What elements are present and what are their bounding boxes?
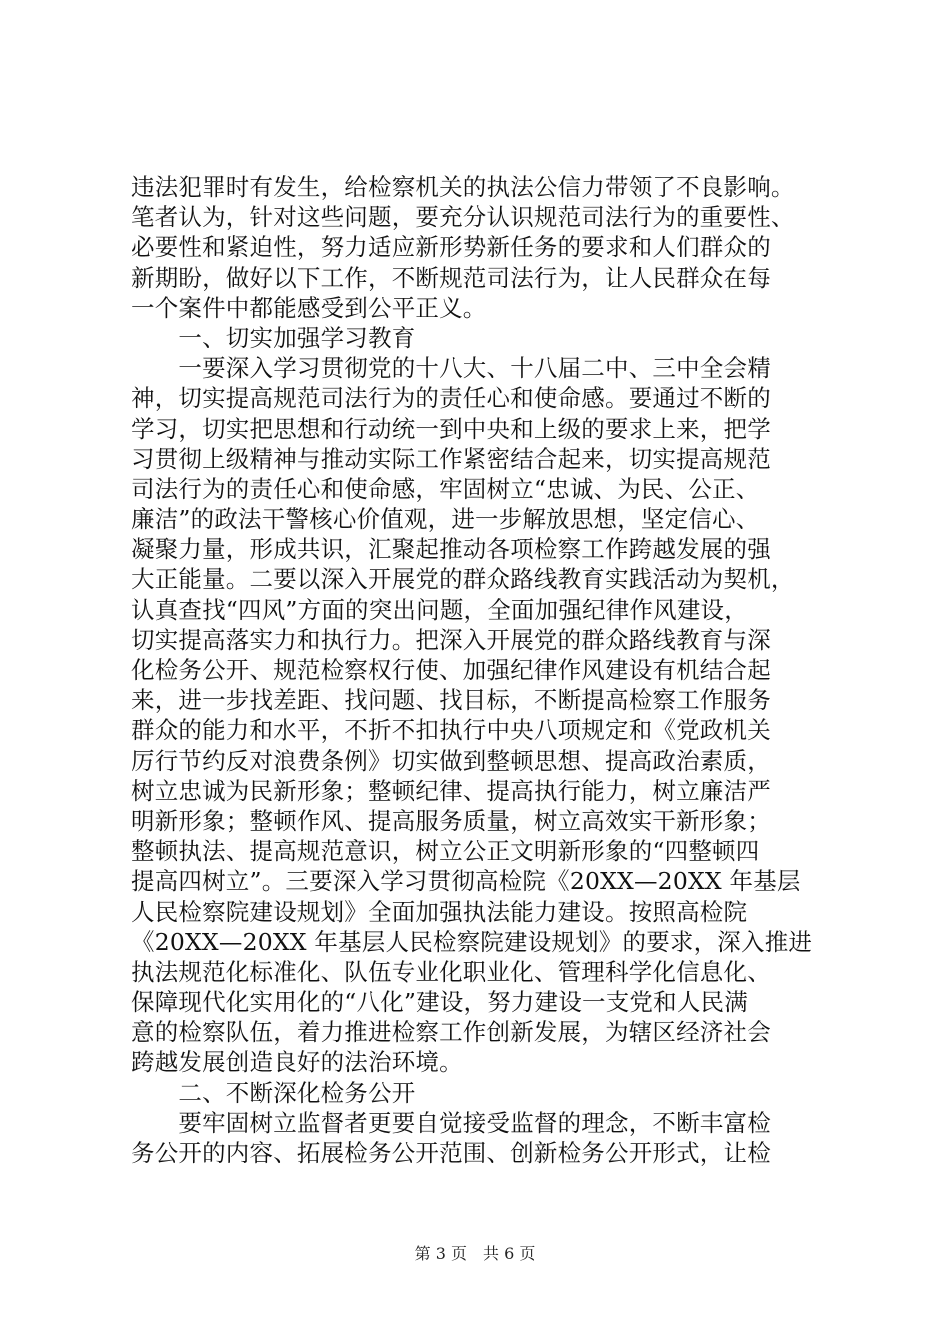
text-line: 化检务公开、规范检察权行使、加强纪律作风建设有机结合起 <box>131 656 771 684</box>
text-line: 违法犯罪时有发生，给检察机关的执法公信力带领了不良影响。 <box>131 173 795 201</box>
text-line: 笔者认为，针对这些问题，要充分认识规范司法行为的重要性、 <box>131 203 795 232</box>
text-line: 廉洁”的政法干警核心价值观，进一步解放思想，坚定信心、 <box>131 505 760 534</box>
text-line: 神，切实提高规范司法行为的责任心和使命感。要通过不断的 <box>131 384 771 413</box>
text-line: 凝聚力量，形成共识，汇聚起推动各项检察工作跨越发展的强 <box>131 535 771 564</box>
text-line: 切实提高落实力和执行力。把深入开展党的群众路线教育与深 <box>131 625 771 654</box>
text-line: 习贯彻上级精神与推动实际工作紧密结合起来，切实提高规范 <box>131 444 771 473</box>
text-line: 务公开的内容、拓展检务公开范围、创新检务公开形式，让检 <box>131 1139 771 1167</box>
text-line: 整顿执法、提高规范意识，树立公正文明新形象的“四整顿四 <box>131 837 760 866</box>
text-line: 新期盼，做好以下工作，不断规范司法行为，让人民群众在每 <box>131 263 771 292</box>
text-line: 司法行为的责任心和使命感，牢固树立“忠诚、为民、公正、 <box>131 474 760 503</box>
text-line: 意的检察队伍，着力推进检察工作创新发展，为辖区经济社会 <box>131 1018 771 1047</box>
text-line: 来，进一步找差距、找问题、找目标，不断提高检察工作服务 <box>131 686 771 715</box>
text-line: 二、不断深化检务公开 <box>131 1078 416 1107</box>
text-line: 群众的能力和水平，不折不扣执行中央八项规定和《党政机关 <box>131 716 771 745</box>
text-line: 学习，切实把思想和行动统一到中央和上级的要求上来，把学 <box>131 414 771 443</box>
text-line: 要牢固树立监督者更要自觉接受监督的理念，不断丰富检 <box>131 1108 771 1137</box>
text-line: 大正能量。二要以深入开展党的群众路线教育实践活动为契机， <box>131 565 795 594</box>
page-footer: 第 3 页 共 6 页 <box>414 1244 536 1263</box>
text-line: 保障现代化实用化的“八化”建设，努力建设一支党和人民满 <box>131 988 748 1017</box>
text-line: 执法规范化标准化、队伍专业化职业化、管理科学化信息化、 <box>131 957 771 986</box>
text-line: 《20XX—20XX 年基层人民检察院建设规划》的要求，深入推进 <box>131 927 813 956</box>
text-line: 明新形象；整顿作风、提高服务质量，树立高效实干新形象； <box>131 806 771 835</box>
text-line: 跨越发展创造良好的法治环境。 <box>131 1048 463 1077</box>
text-line: 人民检察院建设规划》全面加强执法能力建设。按照高检院 <box>131 897 748 926</box>
text-line: 认真查找“四风”方面的突出问题，全面加强纪律作风建设， <box>131 595 748 624</box>
text-line: 必要性和紧迫性，努力适应新形势新任务的要求和人们群众的 <box>131 233 771 262</box>
text-line: 一、切实加强学习教育 <box>131 323 416 352</box>
text-line: 一要深入学习贯彻党的十八大、十八届二中、三中全会精 <box>131 354 771 383</box>
text-line: 一个案件中都能感受到公平正义。 <box>131 293 487 322</box>
text-line: 树立忠诚为民新形象；整顿纪律、提高执行能力，树立廉洁严 <box>131 776 771 805</box>
body-text <box>131 172 831 1168</box>
text-line: 提高四树立”。三要深入学习贯彻高检院《20XX—20XX 年基层 <box>131 867 801 896</box>
text-line: 厉行节约反对浪费条例》切实做到整顿思想、提高政治素质， <box>131 746 771 775</box>
